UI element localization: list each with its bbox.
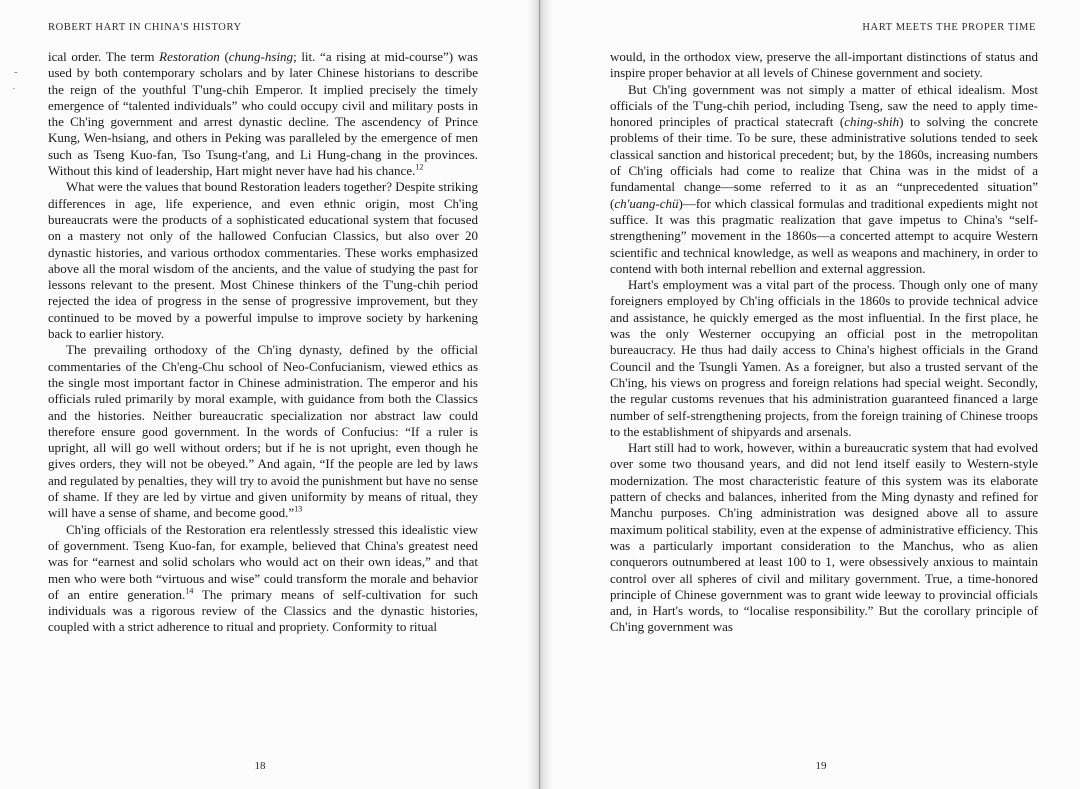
book-gutter [528,0,552,789]
footnote-ref: 13 [294,504,303,514]
paragraph [48,179,478,342]
left-page [0,0,530,789]
paragraph [48,49,478,179]
italic-term: ch'uang-chü [614,195,679,211]
text-run: The prevailing orthodoxy of the Ch'ing dynasty, defined by the official commentaries of the Ch'eng-Chu school of Neo-Confucianism, viewed ethics as the single most important factor in Chinese administration. The emperor and his officials ruled primarily by moral example, with guidance from both the Classics and the histories. Neither bureaucratic specialization nor abstract law could therefore ensure good government. In the words of Confucius: “If a ruler is upright, all will go well without orders; but if he is not upright, even though he gives orders, they will not be obeyed.” And again, “If the people are led by laws and regulated by penalties, they will try to avoid the punishment but have no sense of shame. If they are led by virtue and given uniformity by means of ritual, they will have a sense of shame, and become good.” [48,342,478,521]
margin-mark: · [12,83,16,95]
text-run: What were the values that bound Restoration leaders together? Despite striking differences in age, life experience, and even ethnic origin, most Ch'ing bureaucrats were the products of a sophisticated educational system that focused on a mastery not only of the hallowed Confucian Classics, but also over 20 dynastic histories, and various orthodox commentaries. These works emphasized above all the moral wisdom of the ancients, and the value of studying the past for lessons relevant to the present. Most Chinese thinkers of the T'ung-chih period rejected the idea of progress in the sense of progressive improvement, but they continued to be moved by a powerful impulse to improve society by harkening back to earlier history. [48,179,478,342]
text-run: ical order. The term [48,49,160,64]
italic-term: Restoration [159,49,220,64]
text-run: )—for which classical formulas and traditional expedients might not suffice. It was this pragmatic realization that gave impetus to China's “self-strengthening” movement in the 1860s—a concerted attempt to acquire Western scientific and technical knowledge, as well as weapons and machinery, in order to contend with both internal rebellion and external aggression. [610,195,1038,276]
text-run: Hart still had to work, however, within a bureaucratic system that had evolved over some two thousand years, and did not lend itself easily to Western-style modernization. The most characteristic feature of this system was its elaborate pattern of checks and balances, inherited from the Ming dynasty and refined for Manchu purposes. Ch'ing administration was designed above all to assure maximum political stability, even at the expense of administrative efficiency. This was a particularly important consideration to the Manchus, who as alien conquerors outnumbered at least 100 to 1, were obsessively anxious to maintain control over all spheres of civil and military government. True, a time-honored principle of Chinese government was to grant wide leeway to provincial officials and, in Hart's words, to “localise responsibility.” But the corollary principle of Ch'ing government was [610,440,1038,635]
page-number-left: 18 [254,760,266,772]
text-run: Ch'ing officials of the Restoration era relentlessly stressed this idealistic view of government. Tseng Kuo-fan, for example, believed that China's greatest need was for “earnest and solid scholars who would act on their own ideas,” and that men who were both “virtuous and wise” could transform the morale and behavior of an entire generation. [48,521,478,602]
footnote-ref: 12 [415,162,424,172]
text-run: Hart's employment was a vital part of the process. Though only one of many foreigners employed by Ch'ing officials in the 1860s to provide technical advice and assistance, he quickly emerged as the most influential. In the first place, he was the only Westerner occupying an official post in the metropolitan bureaucracy. He thus had daily access to China's highest officials in the Grand Council and the Tsungli Yamen. As a foreigner, but also a trusted servant of the Ch'ing, his views on progress and foreign relations had special weight. Secondly, the regular customs revenues that his administration guaranteed financed a large number of self-strengthening projects, from the foreign training of Chinese troops to the establishment of shipyards and arsenals. [610,277,1038,439]
text-run: ) to solving the concrete problems of their time. To be sure, these administrative solutions tended to seek classical sanction and historical precedent; but, by the 1860s, increasing numbers of Ch'ing officials had come to realize that China was in the midst of a fundamental change—some referred to it as an “unprecedented situation” ( [610,114,1038,211]
left-body-text [48,49,478,636]
text-run: But Ch'ing government was not simply a matter of ethical idealism. Most officials of the T'ung-chih period, including Tseng, saw the need to apply time-honored principles of practical statecraft ( [610,81,1038,130]
margin-mark: - [14,66,18,78]
footnote-ref: 14 [185,586,194,596]
text-run: ; lit. “a rising at mid-course”) was used by both contemporary scholars and by later Chinese historians to describe the reign of the youthful T'ung-chih Emperor. It implied precisely the timely emergence of “talented individuals” who could occupy civil and military posts in the Ch'ing government and arrest dynastic decline. The ascendency of Prince Kung, Wen-hsiang, and others in Peking was paralleled by the emergence of men such as Tseng Kuo-fan, Tso Tsung-t'ang, and Li Hung-chang in the provinces. Without this kind of leadership, Hart might never have had his chance. [48,49,478,179]
running-head-right: HART MEETS THE PROPER TIME [862,22,1036,33]
paragraph [610,440,1038,636]
right-page [550,0,1080,789]
text-run: ( [219,49,229,64]
running-head-left: ROBERT HART IN CHINA'S HISTORY [48,22,242,33]
page-number-right: 19 [815,760,827,772]
paragraph [610,277,1038,440]
paragraph [610,49,1038,82]
text-run: would, in the orthodox view, preserve the all-important distinctions of status and inspire proper behavior at all levels of Chinese government and society. [610,49,1038,81]
paragraph [610,82,1038,278]
paragraph [48,342,478,521]
italic-term: chung-hsing [228,49,294,64]
right-body-text [610,49,1038,636]
italic-term: ching-shih [844,114,900,130]
paragraph [48,522,478,636]
text-run: The primary means of self-cultivation for such individuals was a rigorous review of the Classics and the dynastic histories, coupled with a strict adherence to ritual and propriety. Conformity to ritual [48,586,478,635]
